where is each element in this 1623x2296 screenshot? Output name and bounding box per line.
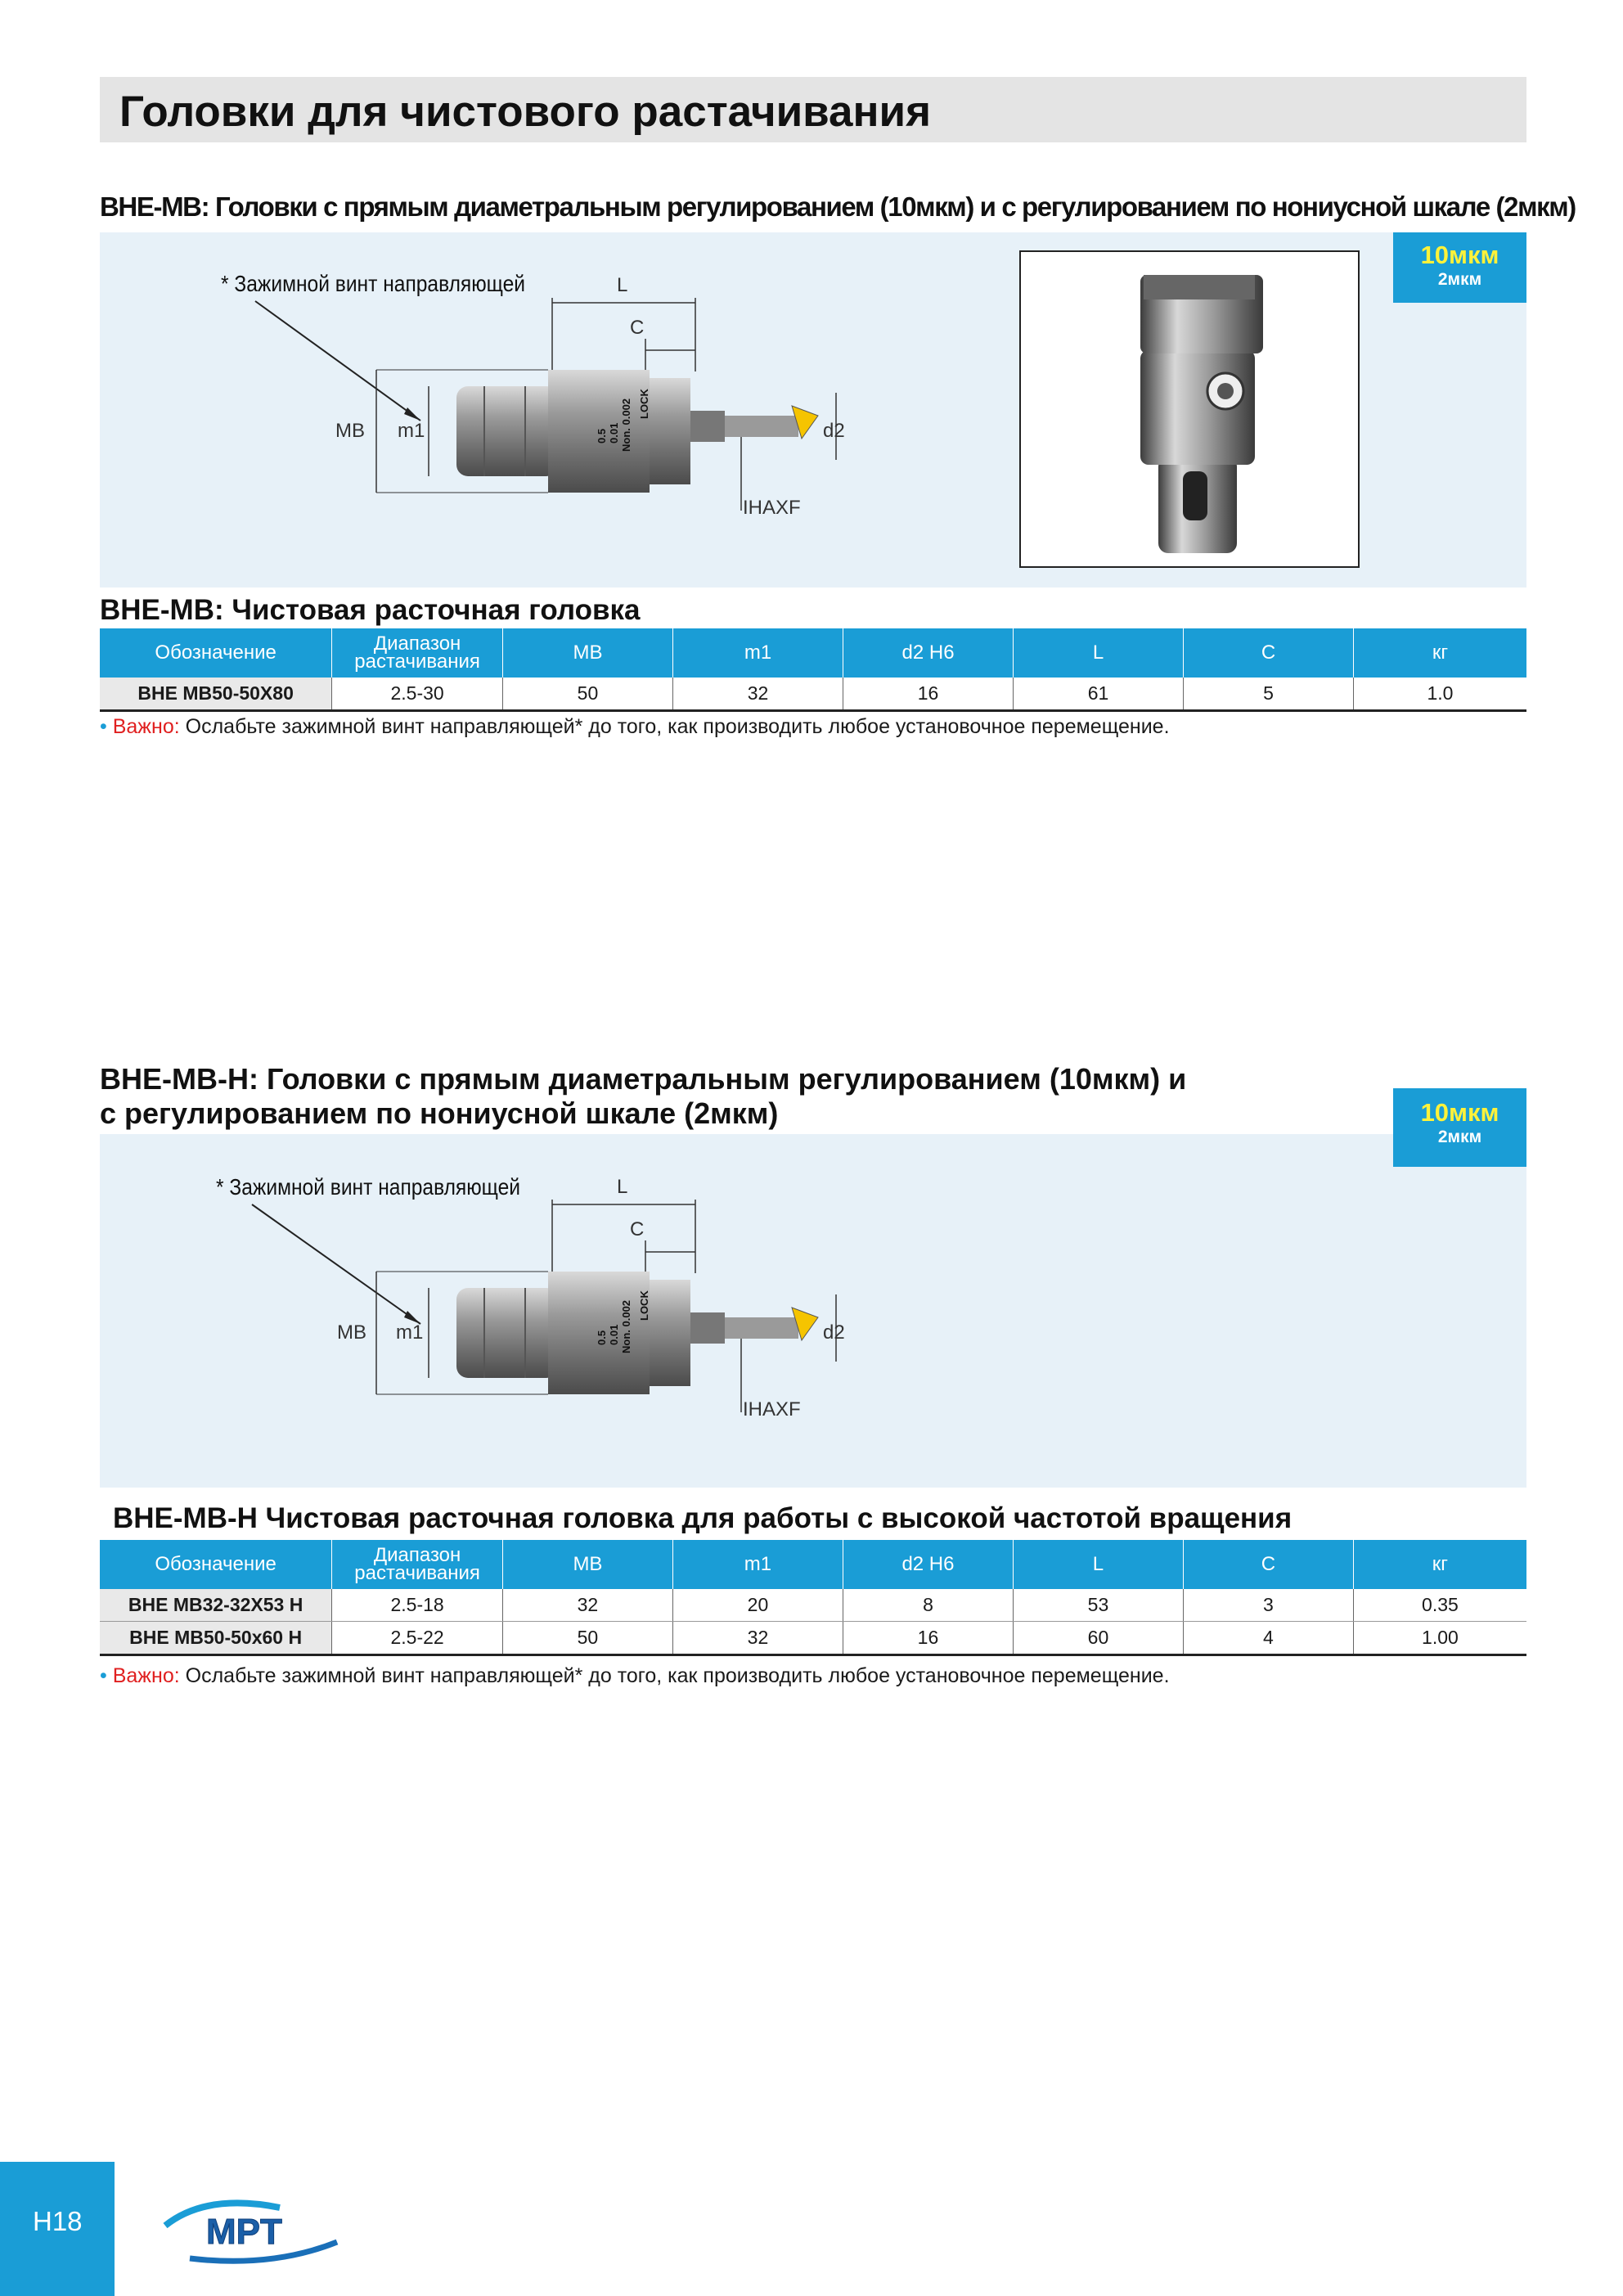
section2-technical-drawing (100, 1134, 901, 1488)
col-m1: m1 (672, 1540, 843, 1589)
mpt-logo (157, 2193, 345, 2267)
badge-primary: 10мкм (1420, 1098, 1499, 1127)
dim-d2-label: d2 (823, 1321, 845, 1344)
page-number: H18 (33, 2206, 83, 2236)
col-kg: кг (1353, 628, 1526, 678)
col-l: L (1014, 628, 1184, 678)
engraving-1: 0.5 (596, 1330, 608, 1345)
cell: BHE MB50-50x60 H (100, 1622, 332, 1655)
dim-m1-label: m1 (398, 420, 425, 442)
col-designation: Обозначение (100, 1540, 332, 1589)
bullet-icon: • (100, 715, 107, 738)
dim-MB-label: MB (337, 1321, 366, 1344)
note-text: Ослабьте зажимной винт направляющей* до того, как производить любое установочное перемещение. (179, 1664, 1170, 1687)
cell: 8 (843, 1589, 1013, 1622)
product-photo-illustration (1021, 252, 1358, 566)
insert-label: IHAXF (743, 1398, 801, 1420)
cell: 3 (1183, 1589, 1353, 1622)
screw-note-label: * Зажимной винт направляющей (221, 271, 525, 296)
col-designation: Обозначение (100, 628, 332, 678)
cell: 1.0 (1353, 678, 1526, 711)
bullet-icon: • (100, 1664, 107, 1687)
section2-title-line2: с регулированием по нониусной шкале (2мкм) (100, 1096, 779, 1130)
cell: 2.5-18 (332, 1589, 503, 1622)
cell: BHE MB50-50X80 (100, 678, 332, 711)
table-row (100, 1622, 1526, 1655)
engraving-2: 0.01 (608, 1324, 620, 1345)
engraving-2: 0.01 (608, 422, 620, 443)
cell: 0.35 (1353, 1589, 1526, 1622)
col-m1: m1 (672, 628, 843, 678)
page-title-bar (100, 77, 1526, 142)
cell: 32 (672, 1622, 843, 1655)
cell: 20 (672, 1589, 843, 1622)
note-label: Важно: (112, 715, 180, 738)
section1-note (100, 715, 1170, 739)
col-range: Диапазон растачивания (332, 1540, 503, 1589)
section1-spec-table (100, 628, 1526, 712)
badge-secondary: 2мкм (1437, 270, 1482, 289)
section2-note (100, 1664, 1170, 1688)
dim-C-label: C (630, 1218, 645, 1240)
cell: 2.5-22 (332, 1622, 503, 1655)
cell: 61 (1014, 678, 1184, 711)
col-d2: d2 H6 (843, 1540, 1013, 1589)
section2-title-line1: BHE-MB-H: Головки с прямым диаметральным регулированием (10мкм) и (100, 1062, 1187, 1096)
note-label: Важно: (112, 1664, 180, 1687)
section2-spec-table (100, 1540, 1526, 1656)
cell: 32 (502, 1589, 672, 1622)
cell: 2.5-30 (332, 678, 503, 711)
engraving-4: LOCK (638, 1290, 650, 1321)
cell: 1.00 (1353, 1622, 1526, 1655)
col-kg: кг (1353, 1540, 1526, 1589)
col-d2: d2 H6 (843, 628, 1014, 678)
col-c: C (1183, 1540, 1353, 1589)
cell: BHE MB32-32X53 H (100, 1589, 332, 1622)
dim-m1-label: m1 (396, 1321, 424, 1344)
dim-C-label: C (630, 317, 645, 339)
logo-text: MPT (206, 2212, 282, 2252)
col-c: C (1184, 628, 1354, 678)
dim-d2-label: d2 (823, 420, 845, 442)
section2-badge (1393, 1088, 1526, 1167)
engraving-3: Non. 0.002 (620, 1299, 632, 1353)
screw-note-label: * Зажимной винт направляющей (216, 1174, 520, 1200)
dim-L-label: L (617, 274, 628, 296)
col-mb: MB (502, 1540, 672, 1589)
section1-table-title: BHE-MB: Чистовая расточная головка (100, 594, 641, 626)
engraving-4: LOCK (638, 389, 650, 419)
section1-title: BHE-MB: Головки с прямым диаметральным регулированием (10мкм) и с регулированием по нониусной шкале (2мкм) (100, 191, 1576, 222)
dim-MB-label: MB (335, 420, 365, 442)
page-number-tab (0, 2162, 115, 2296)
section1-technical-drawing (100, 232, 901, 588)
cell: 50 (502, 1622, 672, 1655)
cell: 53 (1013, 1589, 1183, 1622)
note-text: Ослабьте зажимной винт направляющей* до того, как производить любое установочное перемещение. (179, 715, 1170, 738)
dim-L-label: L (617, 1176, 628, 1198)
cell: 60 (1013, 1622, 1183, 1655)
insert-label: IHAXF (743, 497, 801, 519)
cell: 4 (1183, 1622, 1353, 1655)
cell: 16 (843, 1622, 1013, 1655)
section2-table-title: BHE-MB-H Чистовая расточная головка для работы с высокой частотой вращения (113, 1502, 1293, 1534)
product-photo (1019, 250, 1360, 568)
cell: 5 (1184, 678, 1354, 711)
badge-primary: 10мкм (1420, 241, 1499, 269)
page-title: Головки для чистового растачивания (119, 88, 932, 136)
section1-badge (1393, 232, 1526, 303)
cell: 32 (672, 678, 843, 711)
cell: 16 (843, 678, 1014, 711)
badge-secondary: 2мкм (1437, 1128, 1482, 1146)
cell: 50 (502, 678, 672, 711)
engraving-1: 0.5 (596, 428, 608, 443)
engraving-3: Non. 0.002 (620, 398, 632, 452)
col-l: L (1013, 1540, 1183, 1589)
col-range: Диапазон растачивания (332, 628, 503, 678)
col-mb: MB (502, 628, 672, 678)
table-row (100, 678, 1526, 711)
table-row (100, 1589, 1526, 1622)
